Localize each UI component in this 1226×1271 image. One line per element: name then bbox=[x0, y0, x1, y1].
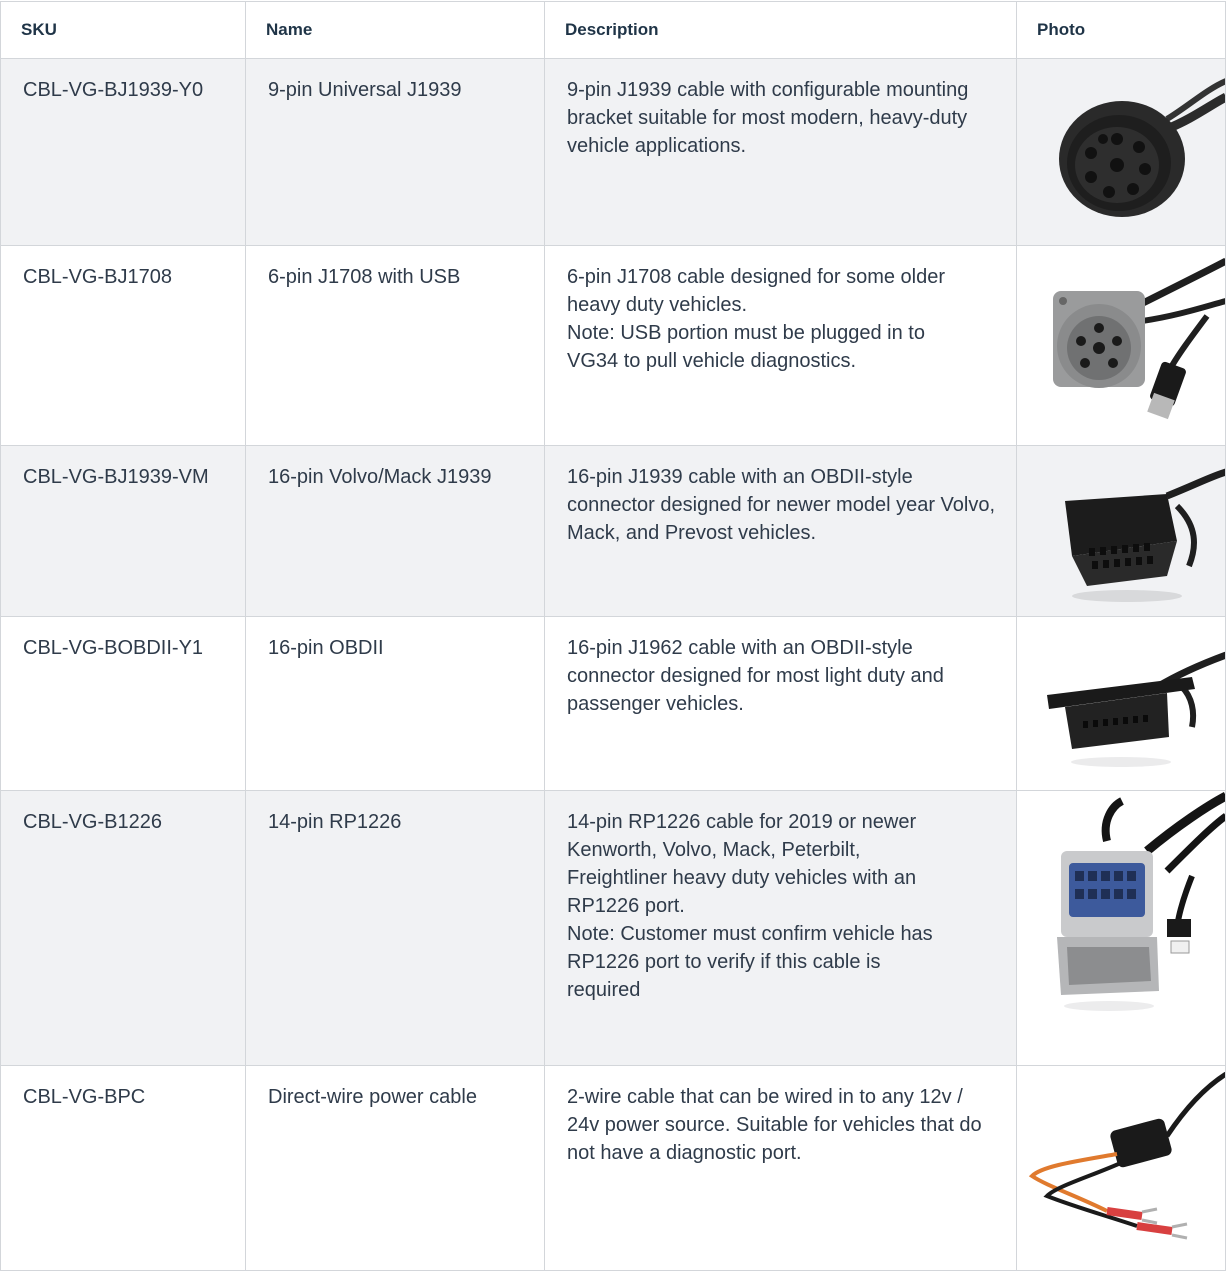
sku-cell: CBL-VG-BPC bbox=[1, 1066, 246, 1271]
header-photo: Photo bbox=[1017, 2, 1226, 59]
table-row bbox=[1, 59, 1226, 246]
name-cell: 16-pin Volvo/Mack J1939 bbox=[246, 446, 545, 617]
photo-cell bbox=[1017, 246, 1226, 446]
cable-table bbox=[0, 1, 1226, 1271]
name-cell: 14-pin RP1226 bbox=[246, 791, 545, 1066]
j1939-9pin-connector-photo bbox=[1017, 59, 1226, 245]
table-row bbox=[1, 246, 1226, 446]
description-text: 2-wire cable that can be wired in to any 12v / 24v power source. Suitable for vehicles that do not have a diagnostic port. bbox=[567, 1086, 982, 1164]
description-cell bbox=[545, 1066, 1017, 1271]
table-row bbox=[1, 617, 1226, 791]
obdii-connector-photo bbox=[1017, 617, 1226, 790]
rp1226-connector-photo bbox=[1017, 791, 1226, 1065]
description-text: 16-pin J1962 cable with an OBDII-style connector designed for most light duty and passenger vehicles. bbox=[567, 637, 944, 715]
volvo-mack-obd-connector-photo bbox=[1017, 446, 1226, 616]
photo-cell bbox=[1017, 791, 1226, 1066]
photo-cell bbox=[1017, 59, 1226, 246]
header-row bbox=[1, 2, 1226, 59]
header-description: Description bbox=[545, 2, 1017, 59]
description-note: Note: Customer must confirm vehicle has RP1226 port to verify if this cable is required bbox=[567, 923, 933, 1001]
header-sku: SKU bbox=[1, 2, 246, 59]
description-cell bbox=[545, 446, 1017, 617]
description-text: 16-pin J1939 cable with an OBDII-style connector designed for newer model year Volvo, Mack, and Prevost vehicles. bbox=[567, 466, 996, 544]
photo-cell bbox=[1017, 1066, 1226, 1271]
table-row bbox=[1, 791, 1226, 1066]
description-text: 14-pin RP1226 cable for 2019 or newer Kenworth, Volvo, Mack, Peterbilt, Freightliner heavy duty vehicles with an RP1226 port. bbox=[567, 811, 917, 917]
sku-cell: CBL-VG-BJ1939-Y0 bbox=[1, 59, 246, 246]
description-cell bbox=[545, 617, 1017, 791]
table-row bbox=[1, 1066, 1226, 1271]
description-note: Note: USB portion must be plugged in to VG34 to pull vehicle diagnostics. bbox=[567, 322, 925, 372]
sku-cell: CBL-VG-BJ1708 bbox=[1, 246, 246, 446]
description-text: 6-pin J1708 cable designed for some older heavy duty vehicles. bbox=[567, 266, 946, 316]
name-cell: 16-pin OBDII bbox=[246, 617, 545, 791]
name-cell: 9-pin Universal J1939 bbox=[246, 59, 545, 246]
header-name: Name bbox=[246, 2, 545, 59]
photo-cell bbox=[1017, 446, 1226, 617]
photo-cell bbox=[1017, 617, 1226, 791]
sku-cell: CBL-VG-BOBDII-Y1 bbox=[1, 617, 246, 791]
description-cell bbox=[545, 791, 1017, 1066]
sku-cell: CBL-VG-B1226 bbox=[1, 791, 246, 1066]
description-text: 9-pin J1939 cable with configurable mounting bracket suitable for most modern, heavy-duty vehicle applications. bbox=[567, 79, 969, 157]
name-cell: Direct-wire power cable bbox=[246, 1066, 545, 1271]
table-row bbox=[1, 446, 1226, 617]
description-cell bbox=[545, 246, 1017, 446]
description-cell bbox=[545, 59, 1017, 246]
name-cell: 6-pin J1708 with USB bbox=[246, 246, 545, 446]
sku-cell: CBL-VG-BJ1939-VM bbox=[1, 446, 246, 617]
j1708-usb-connector-photo bbox=[1017, 246, 1226, 445]
power-cable-photo bbox=[1017, 1066, 1226, 1270]
